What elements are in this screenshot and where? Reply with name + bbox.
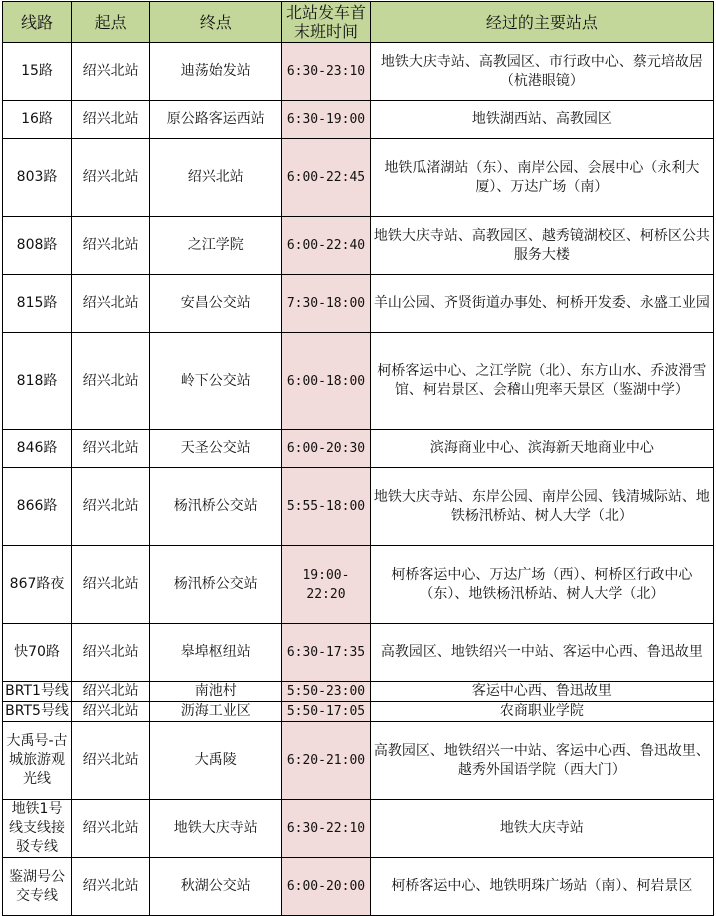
stations-cell: 滨海商业中心、滨海新天地商业中心 <box>370 430 713 468</box>
stations-cell: 柯桥客运中心、地铁明珠广场站（南）、柯岩景区 <box>370 858 713 916</box>
end-cell: 绍兴北站 <box>150 139 282 217</box>
stations-cell: 地铁大庆寺站、高教园区、市行政中心、蔡元培故居（杭港眼镜） <box>370 43 713 101</box>
end-cell: 岭下公交站 <box>150 333 282 430</box>
end-cell: 大禹陵 <box>150 722 282 800</box>
stations-cell: 柯桥客运中心、万达广场（西）、柯桥区行政中心（东）、地铁杨汛桥站、树人大学（北） <box>370 546 713 624</box>
table-row <box>3 682 714 702</box>
end-cell: 地铁大庆寺站 <box>150 800 282 858</box>
time-cell: 6:00-18:00 <box>282 333 370 430</box>
stations-cell: 地铁大庆寺站、东岸公园、南岸公园、钱清城际站、地铁杨汛桥站、树人大学（北） <box>370 468 713 546</box>
start-cell: 绍兴北站 <box>72 43 150 101</box>
stations-cell: 地铁瓜渚湖站（东）、南岸公园、会展中心（永利大厦）、万达广场（南） <box>370 139 713 217</box>
start-cell: 绍兴北站 <box>72 722 150 800</box>
route-cell: 846路 <box>3 430 72 468</box>
time-cell: 7:30-18:00 <box>282 275 370 333</box>
start-cell: 绍兴北站 <box>72 624 150 682</box>
end-cell: 杨汛桥公交站 <box>150 546 282 624</box>
table-row <box>3 430 714 468</box>
table-row <box>3 139 714 217</box>
end-cell: 原公路客运西站 <box>150 101 282 139</box>
table-row <box>3 468 714 546</box>
header-row <box>3 2 714 43</box>
time-cell: 5:50-23:00 <box>282 682 370 702</box>
stations-cell: 农商职业学院 <box>370 702 713 722</box>
table-row <box>3 275 714 333</box>
table-row <box>3 217 714 275</box>
route-cell: 867路夜 <box>3 546 72 624</box>
route-cell: 大禹号-古城旅游观光线 <box>3 722 72 800</box>
time-cell: 19:00-22:20 <box>282 546 370 624</box>
route-cell: BRT1号线 <box>3 682 72 702</box>
header-time: 北站发车首末班时间 <box>282 2 370 43</box>
header-end: 终点 <box>150 2 282 43</box>
start-cell: 绍兴北站 <box>72 139 150 217</box>
end-cell: 南池村 <box>150 682 282 702</box>
table-row <box>3 546 714 624</box>
stations-cell: 高教园区、地铁绍兴一中站、客运中心西、鲁迅故里 <box>370 624 713 682</box>
table-row <box>3 858 714 916</box>
time-cell: 5:55-18:00 <box>282 468 370 546</box>
start-cell: 绍兴北站 <box>72 800 150 858</box>
start-cell: 绍兴北站 <box>72 430 150 468</box>
time-cell: 6:00-22:45 <box>282 139 370 217</box>
stations-cell: 客运中心西、鲁迅故里 <box>370 682 713 702</box>
table-row <box>3 722 714 800</box>
end-cell: 之江学院 <box>150 217 282 275</box>
time-cell: 6:30-19:00 <box>282 101 370 139</box>
table-row <box>3 800 714 858</box>
route-cell: 808路 <box>3 217 72 275</box>
start-cell: 绍兴北站 <box>72 217 150 275</box>
route-cell: 15路 <box>3 43 72 101</box>
table-row <box>3 43 714 101</box>
start-cell: 绍兴北站 <box>72 858 150 916</box>
header-route: 线路 <box>3 2 72 43</box>
table-row <box>3 624 714 682</box>
end-cell: 沥海工业区 <box>150 702 282 722</box>
stations-cell: 高教园区、地铁绍兴一中站、客运中心西、鲁迅故里、越秀外国语学院（西大门） <box>370 722 713 800</box>
time-cell: 5:50-17:05 <box>282 702 370 722</box>
stations-cell: 地铁大庆寺站 <box>370 800 713 858</box>
time-cell: 6:30-17:35 <box>282 624 370 682</box>
end-cell: 秋湖公交站 <box>150 858 282 916</box>
start-cell: 绍兴北站 <box>72 682 150 702</box>
end-cell: 迪荡始发站 <box>150 43 282 101</box>
start-cell: 绍兴北站 <box>72 468 150 546</box>
end-cell: 天圣公交站 <box>150 430 282 468</box>
time-cell: 6:00-20:30 <box>282 430 370 468</box>
route-cell: 鉴湖号公交专线 <box>3 858 72 916</box>
time-cell: 6:00-22:40 <box>282 217 370 275</box>
route-cell: 866路 <box>3 468 72 546</box>
stations-cell: 柯桥客运中心、之江学院（北）、东方山水、乔波滑雪馆、柯岩景区、会稽山兜率天景区（鉴湖中学） <box>370 333 713 430</box>
table-row <box>3 702 714 722</box>
end-cell: 皋埠枢纽站 <box>150 624 282 682</box>
start-cell: 绍兴北站 <box>72 275 150 333</box>
route-cell: 快70路 <box>3 624 72 682</box>
bus-route-table <box>2 1 714 916</box>
time-cell: 6:20-21:00 <box>282 722 370 800</box>
time-cell: 6:30-22:10 <box>282 800 370 858</box>
start-cell: 绍兴北站 <box>72 333 150 430</box>
start-cell: 绍兴北站 <box>72 101 150 139</box>
table-row <box>3 333 714 430</box>
stations-cell: 地铁大庆寺站、高教园区、越秀镜湖校区、柯桥区公共服务大楼 <box>370 217 713 275</box>
route-cell: 16路 <box>3 101 72 139</box>
time-cell: 6:30-23:10 <box>282 43 370 101</box>
header-stations: 经过的主要站点 <box>370 2 713 43</box>
start-cell: 绍兴北站 <box>72 702 150 722</box>
header-start: 起点 <box>72 2 150 43</box>
time-cell: 6:00-20:00 <box>282 858 370 916</box>
route-cell: 803路 <box>3 139 72 217</box>
end-cell: 杨汛桥公交站 <box>150 468 282 546</box>
start-cell: 绍兴北站 <box>72 546 150 624</box>
table-row <box>3 101 714 139</box>
route-cell: 815路 <box>3 275 72 333</box>
stations-cell: 地铁湖西站、高教园区 <box>370 101 713 139</box>
end-cell: 安昌公交站 <box>150 275 282 333</box>
route-cell: BRT5号线 <box>3 702 72 722</box>
route-cell: 地铁1号线支线接驳专线 <box>3 800 72 858</box>
route-cell: 818路 <box>3 333 72 430</box>
stations-cell: 羊山公园、齐贤街道办事处、柯桥开发委、永盛工业园 <box>370 275 713 333</box>
